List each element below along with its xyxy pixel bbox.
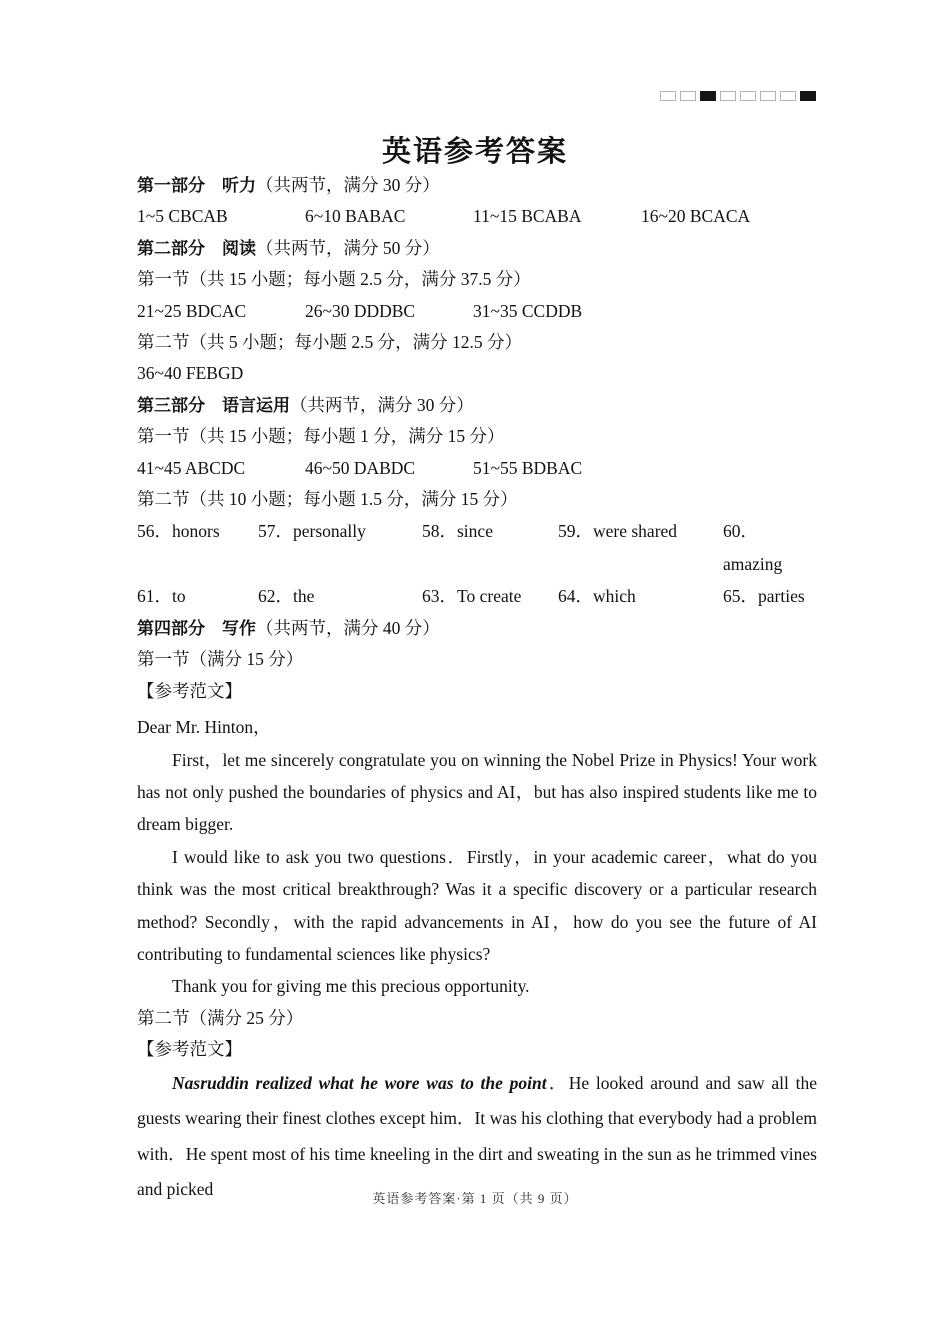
answer-range: 6~10 BABAC xyxy=(305,206,406,227)
fill-in-answers-row-1 xyxy=(137,515,817,580)
essay-paragraph xyxy=(137,1066,817,1208)
part1-heading-title: 第一部分 听力 xyxy=(137,176,256,195)
answer-range: 36~40 FEBGD xyxy=(137,363,244,384)
part2-heading-note: （共两节，满分 50 分） xyxy=(256,237,440,258)
part1-answers-row xyxy=(137,201,817,232)
page-footer: 英语参考答案·第 1 页（共 9 页） xyxy=(372,1191,578,1206)
answer-range: 1~5 CBCAB xyxy=(137,206,228,227)
part3-heading xyxy=(137,390,817,421)
part3-section2-label: 第二节（共 10 小题；每小题 1.5 分，满分 15 分） xyxy=(137,489,518,510)
marker-box xyxy=(780,91,796,101)
answer-range: 11~15 BCABA xyxy=(473,206,582,227)
fill-in-answer: 60．amazing xyxy=(723,521,783,574)
marker-box xyxy=(760,91,776,101)
part3-section1-label: 第一节（共 15 小题；每小题 1 分，满分 15 分） xyxy=(137,426,505,447)
part1-heading xyxy=(137,170,817,201)
part2-heading xyxy=(137,233,817,264)
marker-box xyxy=(720,91,736,101)
reference-essay-label-1: 【参考范文】 xyxy=(137,680,242,701)
progress-markers xyxy=(660,91,816,101)
answer-range: 51~55 BDBAC xyxy=(473,457,583,478)
part4-heading xyxy=(137,613,817,644)
answer-range: 46~50 DABDC xyxy=(305,457,416,478)
fill-in-answer: 62．the xyxy=(258,586,315,607)
fill-in-answer: 64．which xyxy=(558,586,636,607)
letter-salutation: Dear Mr. Hinton， xyxy=(137,717,271,738)
part3-section1-answers-row xyxy=(137,453,817,484)
essay-lead-italic: Nasruddin realized what he wore was to the point xyxy=(172,1072,547,1093)
marker-box xyxy=(680,91,696,101)
part2-section1-answers-row xyxy=(137,296,817,327)
answer-range: 26~30 DDDBC xyxy=(305,300,416,321)
letter-paragraph-3: Thank you for giving me this precious opportunity. xyxy=(172,976,530,997)
answer-range: 41~45 ABCDC xyxy=(137,457,246,478)
marker-box xyxy=(700,91,716,101)
part1-heading-note: （共两节，满分 30 分） xyxy=(256,175,440,195)
part2-section2-answers-row xyxy=(137,358,817,389)
fill-in-answers-row-2 xyxy=(137,580,817,613)
letter-paragraph-2: I would like to ask you two questions．Firstly，in your academic career，what do you think was the most critical breakthrough? Was it a specific discovery or a particular research method? Secondly，with the rapid advancements in AI，how do you see the future of AI contributing to fundamental sciences like physics? xyxy=(137,846,817,965)
part2-heading-title: 第二部分 阅读 xyxy=(137,238,256,258)
part4-section1-label: 第一节（满分 15 分） xyxy=(137,649,304,670)
part4-section2-label: 第二节（满分 25 分） xyxy=(137,1007,304,1028)
marker-box xyxy=(660,91,676,101)
marker-box xyxy=(800,91,816,101)
part3-heading-title: 第三部分 语言运用 xyxy=(137,395,290,415)
reference-essay-label-2: 【参考范文】 xyxy=(137,1039,242,1060)
fill-in-answer: 59．were shared xyxy=(558,521,678,542)
fill-in-answer: 61．to xyxy=(137,586,186,607)
fill-in-answer: 58．since xyxy=(422,521,493,542)
part2-section1-label: 第一节（共 15 小题；每小题 2.5 分，满分 37.5 分） xyxy=(137,269,531,290)
letter-paragraph-1: First，let me sincerely congratulate you on winning the Nobel Prize in Physics! Your work has not only pushed the boundaries of physics and AI，but has also inspired students like me to dream bigger. xyxy=(137,749,817,835)
essay-continuation: ．He looked around and saw all the guests wearing their finest clothes except him．It was his clothing that everybody had a problem with．He spent most of his time kneeling in the dirt and sweating in the sun as he trimmed vines and picked xyxy=(137,1072,817,1200)
part4-heading-title: 第四部分 写作 xyxy=(137,618,256,638)
part3-heading-note: （共两节，满分 30 分） xyxy=(290,394,474,415)
marker-box xyxy=(740,91,756,101)
fill-in-answer: 56．honors xyxy=(137,521,220,542)
fill-in-answer: 65．parties xyxy=(723,586,805,607)
page-title: 英语参考答案 xyxy=(381,136,568,168)
part4-heading-note: （共两节，满分 40 分） xyxy=(256,617,440,638)
answer-range: 16~20 BCACA xyxy=(641,206,751,227)
fill-in-answer: 57．personally xyxy=(258,521,366,542)
fill-in-answer: 63．To create xyxy=(422,586,522,607)
answer-range: 21~25 BDCAC xyxy=(137,300,247,321)
part2-section2-label: 第二节（共 5 小题；每小题 2.5 分，满分 12.5 分） xyxy=(137,332,522,353)
document-body xyxy=(137,170,817,1208)
answer-range: 31~35 CCDDB xyxy=(473,300,583,321)
